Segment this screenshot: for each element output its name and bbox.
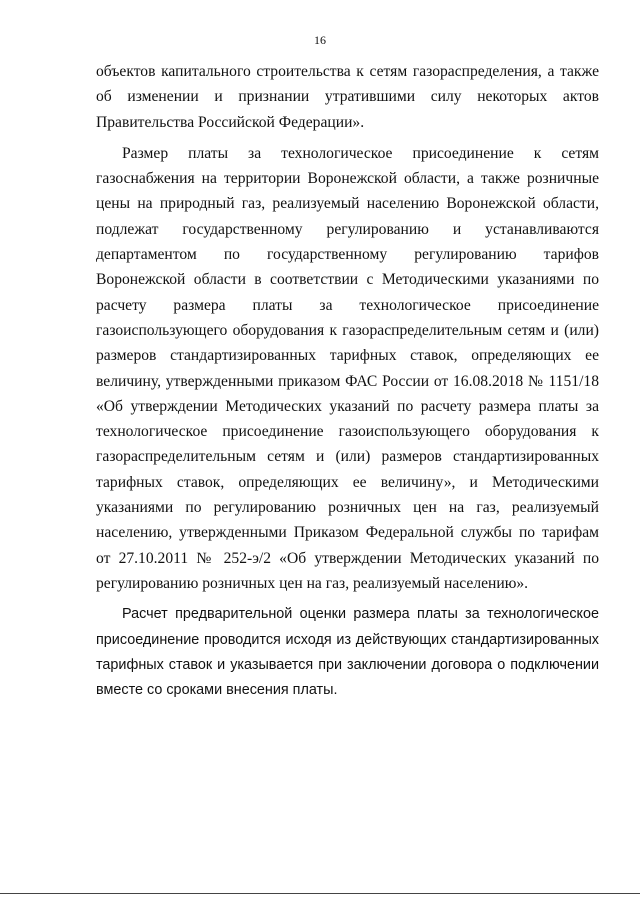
document-body — [96, 59, 599, 703]
page-number: 16 — [314, 33, 326, 47]
paragraph-connection-fee-regulation: Размер платы за технологическое присоединение к сетям газоснабжения на территории Воронежской области, а также розничные цены на природный газ, реализуемый населению Воронежской области, подлежат государственному регулированию и устанавливаются департаментом по государственному регулированию тарифов Воронежской области в соответствии с Методическими указаниями по расчету размера платы за технологическое присоединение газоиспользующего оборудования к газораспределительным сетям и (или) размеров стандартизированных тарифных ставок, определяющих ее величину, утвержденными приказом ФАС России от 16.08.2018 № 1151/18 «Об утверждении Методических указаний по расчету размера платы за технологическое присоединение газоиспользующего оборудования к газораспределительным сетям и (или) размеров стандартизированных тарифных ставок, определяющих ее величину», и Методическими указаниями по регулированию розничных цен на газ, реализуемый населению, утвержденными Приказом Федеральной службы по тарифам от 27.10.2011 № 252-э/2 «Об утверждении Методических указаний по регулированию розничных цен на газ, реализуемый населению». — [96, 144, 599, 592]
paragraph-preliminary-estimate: Расчет предварительной оценки размера платы за технологическое присоединение проводится исходя из действующих стандартизированных тарифных ставок и указывается при заключении договора о подключении вместе со сроками внесения платы. — [96, 606, 599, 699]
paragraph-continuation: объектов капитального строительства к сетям газораспределения, а также об изменении и признании утратившими силу некоторых актов Правительства Российской Федерации». — [96, 63, 599, 131]
page-bottom-edge — [0, 893, 640, 894]
